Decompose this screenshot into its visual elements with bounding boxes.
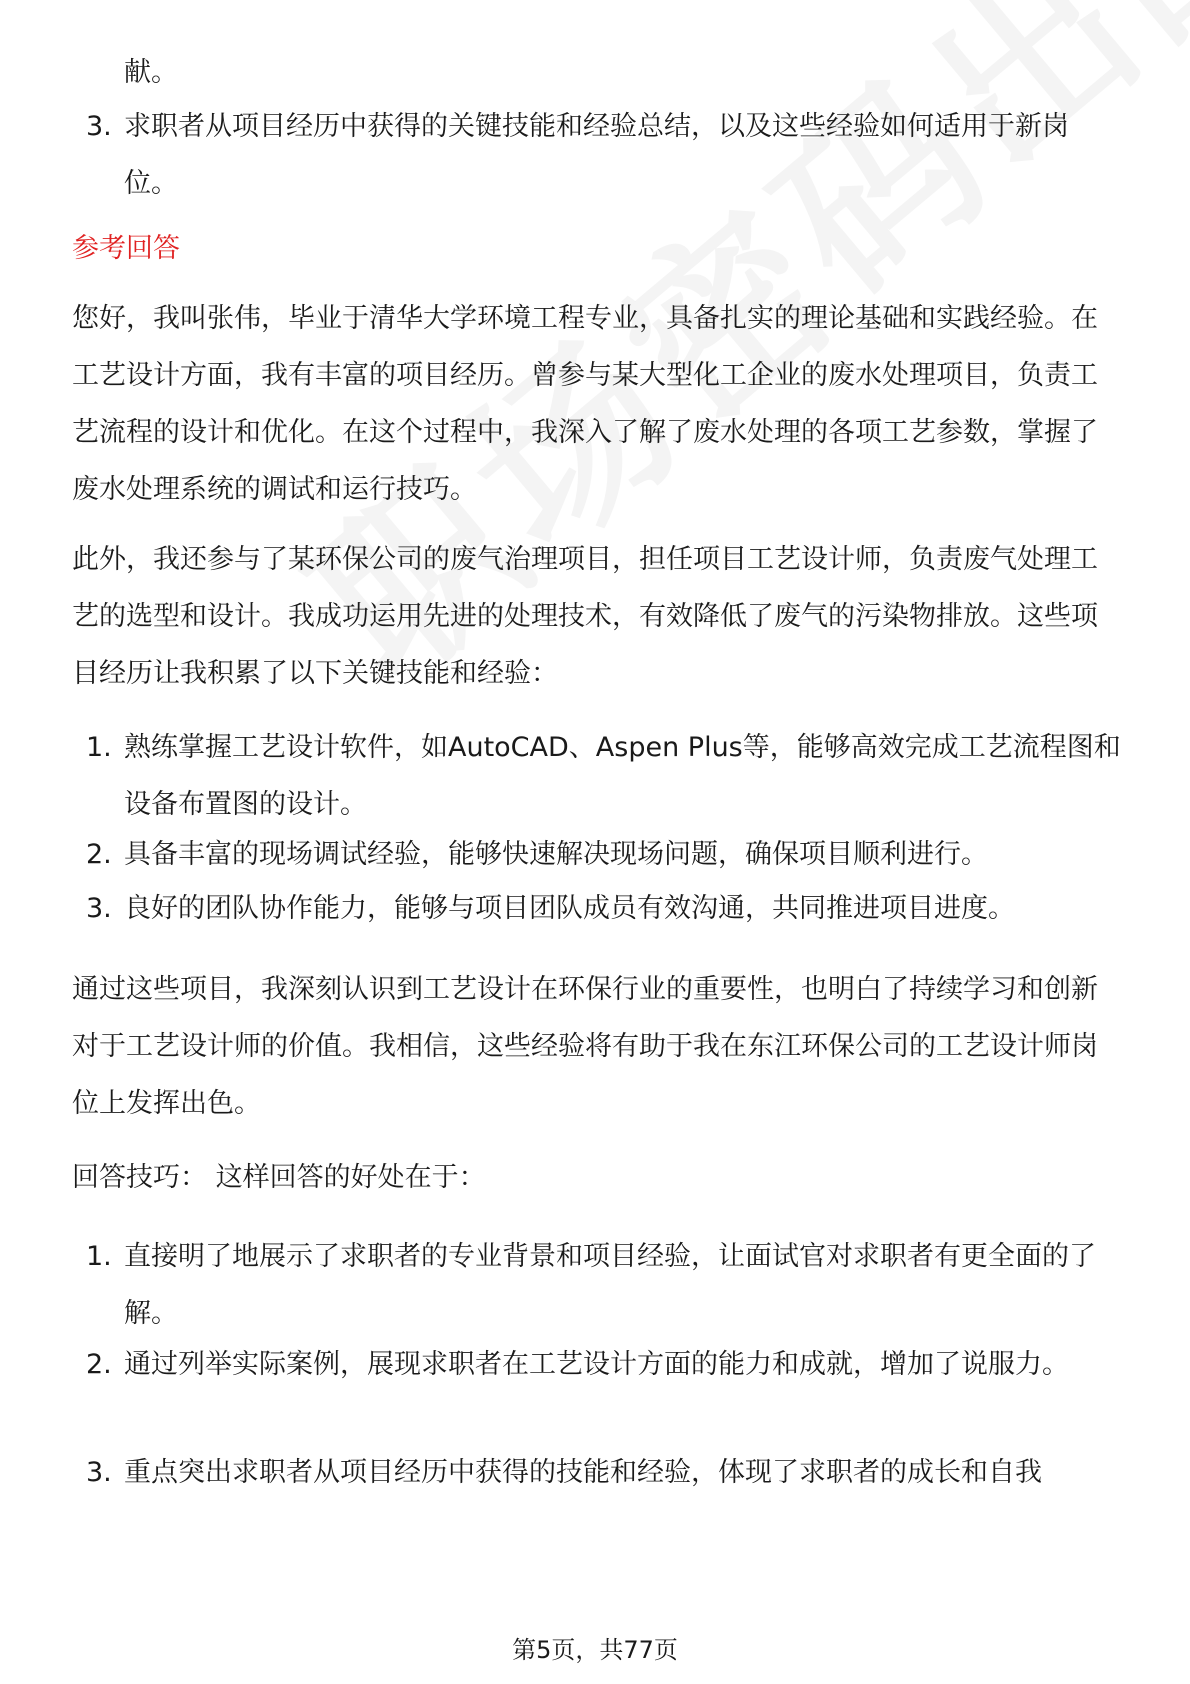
list-text: 良好的团队协作能力，能够与项目团队成员有效沟通，共同推进项目进度。 bbox=[124, 893, 1015, 924]
section-heading: 参考回答 bbox=[72, 233, 180, 264]
list-item bbox=[72, 98, 1122, 212]
list-number: 3. bbox=[86, 893, 112, 924]
answer-paragraph-2: 此外，我还参与了某环保公司的废气治理项目，担任项目工艺设计师，负责废气处理工艺的选型和设计。我成功运用先进的处理技术，有效降低了废气的污染物排放。这些项目经历让我积累了以下关键技能和经验： bbox=[72, 544, 1098, 689]
list-text: 具备丰富的现场调试经验，能够快速解决现场问题，确保项目顺利进行。 bbox=[124, 839, 988, 870]
list-item bbox=[72, 1336, 1122, 1393]
list-number: 2. bbox=[86, 839, 112, 870]
list-item bbox=[72, 1228, 1122, 1342]
list-number: 2. bbox=[86, 1349, 112, 1380]
list-text: 熟练掌握工艺设计软件，如AutoCAD、Aspen Plus等，能够高效完成工艺流程图和设备布置图的设计。 bbox=[124, 732, 1121, 820]
answer-paragraph-1: 您好，我叫张伟，毕业于清华大学环境工程专业，具备扎实的理论基础和实践经验。在工艺设计方面，我有丰富的项目经历。曾参与某大型化工企业的废水处理项目，负责工艺流程的设计和优化。在这个过程中，我深入了解了废水处理的各项工艺参数，掌握了废水处理系统的调试和运行技巧。 bbox=[72, 303, 1098, 505]
list-number: 3. bbox=[86, 111, 112, 142]
list-text: 求职者从项目经历中获得的关键技能和经验总结，以及这些经验如何适用于新岗位。 bbox=[124, 111, 1069, 199]
list-number: 3. bbox=[86, 1457, 112, 1488]
list-item bbox=[72, 1444, 1122, 1501]
list-text: 重点突出求职者从项目经历中获得的技能和经验，体现了求职者的成长和自我 bbox=[124, 1457, 1042, 1488]
list-text: 通过列举实际案例，展现求职者在工艺设计方面的能力和成就，增加了说服力。 bbox=[124, 1349, 1069, 1380]
list-number: 1. bbox=[86, 732, 112, 763]
page-footer: 第5页，共77页 bbox=[512, 1636, 678, 1664]
list-item bbox=[72, 719, 1122, 833]
list-item bbox=[72, 826, 1122, 883]
continuation-text: 献。 bbox=[124, 57, 178, 88]
list-number: 1. bbox=[86, 1241, 112, 1272]
list-text: 直接明了地展示了求职者的专业背景和项目经验，让面试官对求职者有更全面的了解。 bbox=[124, 1241, 1096, 1329]
tips-intro: 回答技巧： 这样回答的好处在于： bbox=[72, 1162, 486, 1193]
list-item bbox=[72, 880, 1122, 937]
closing-paragraph: 通过这些项目，我深刻认识到工艺设计在环保行业的重要性，也明白了持续学习和创新对于工艺设计师的价值。我相信，这些经验将有助于我在东江环保公司的工艺设计师岗位上发挥出色。 bbox=[72, 974, 1098, 1119]
